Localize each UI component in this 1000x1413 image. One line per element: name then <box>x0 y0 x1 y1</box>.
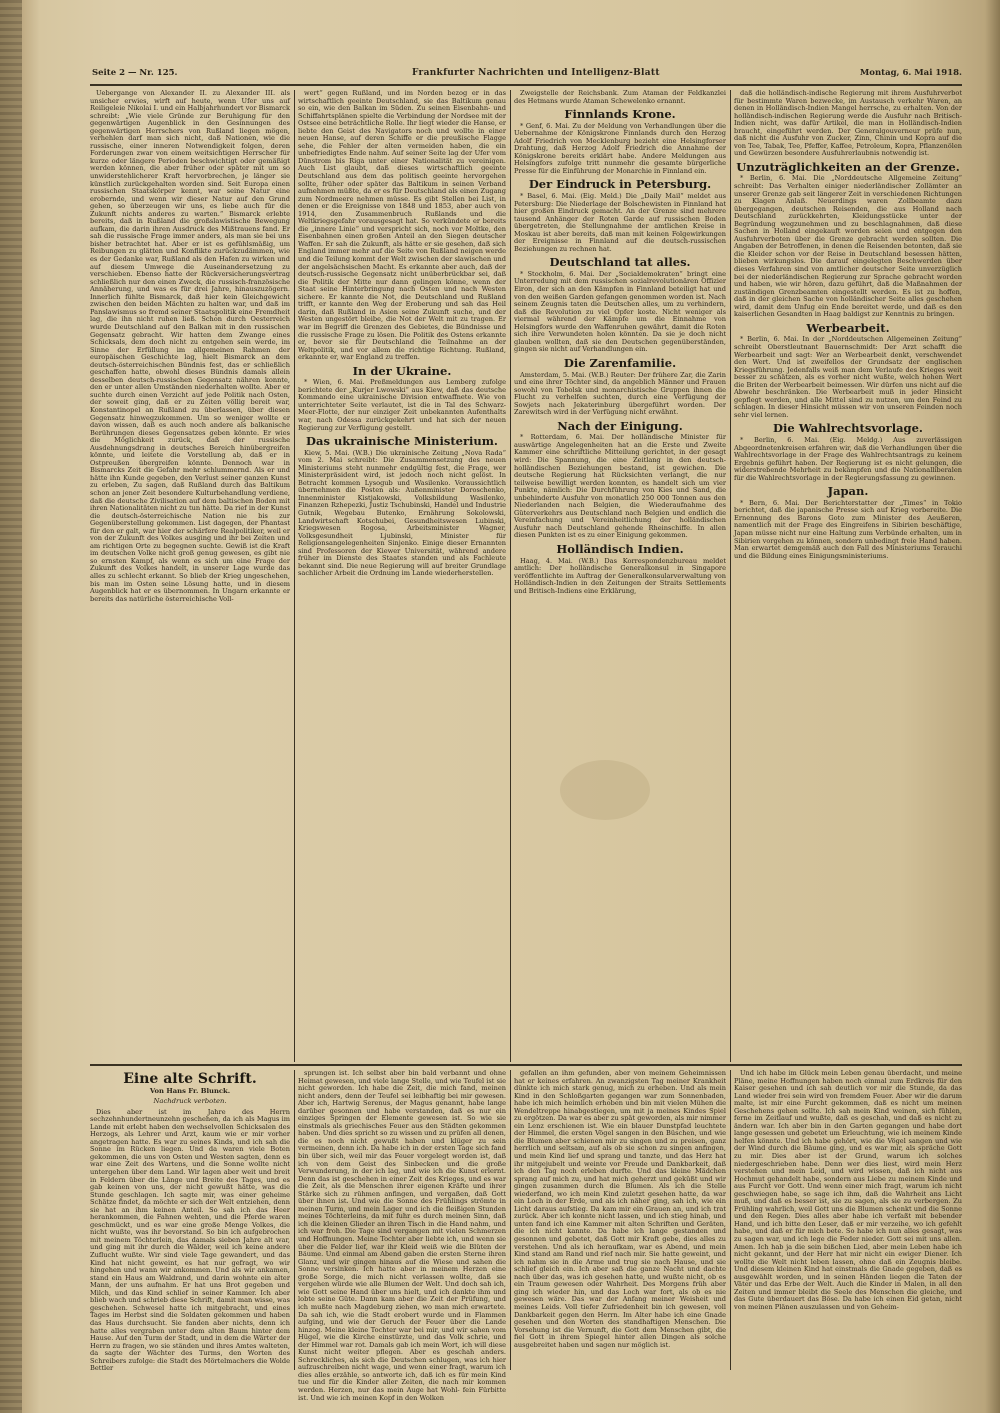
article-paragraph: * Basel, 6. Mai. (Eig. Meld.) Die „Daily Mail“ meldet aus Petersburg: Die Niederlage der Bolschewisten in Finnland hat hier großen Eindruck gemacht. An der Grenze sind mehrere tausend Anhänger der Roten Garde auf russischen Boden übergetreten, die Stellungnahme der amtlichen Kreise in Moskau ist aber bereits, daß man mit keinen Folgewirkungen der Ereignisse in Finnland auf die deutsch-russischen Beziehungen zu rechnen hat. <box>514 192 726 253</box>
feuilleton-column-4 <box>734 1070 962 1370</box>
article-column-1 <box>90 90 290 1062</box>
section-heading: Deutschland tat alles. <box>549 255 691 270</box>
feuilleton-author: Von Hans Fr. Blunck. <box>149 1086 231 1095</box>
masthead-title: Frankfurter Nachrichten und Intelligenz-Blatt <box>412 68 660 78</box>
column-4-text <box>734 90 962 560</box>
section-heading: Die Wahlrechtsvorlage. <box>773 421 923 436</box>
column-1-text: Uebergange von Alexander II. zu Alexander III. als unsicher erwies, wirft auf heute, wenn Ufer uns auf Reiligeleie Nikolai I. und ein Halbjahrhundert vor Bismarck schreibt: „Wie viele Gründe zur Beruhigung für den gegenwärtigen Augenblick in den Gesinnungen des gegenwärtigen Herrschers von Rußland liegen mögen, verhehlen darf man sich nicht, daß Nationen, wie die russische, einer inneren Notwendigkeit folgen, deren Forderungen zwar von einem weitsichtigen Herrscher für kurze oder längere Perioden beschwichtigt oder gemäßigt werden können, die aber früher oder später mit um so unwiderstehlicherer Kraft hervorbrechen, je länger sie künstlich zurückgehalten worden sind. Seit Europa einen russischen Staatskörper kennt, war seine Natur eine erobernde, und wenn wir dieser Natur auf den Grund gehen, so überzeugen wir uns, es liebe auch für die Zukunft nichts anderes zu warten.“ Bismarck erlebte bereits, daß in Rußland die großslawistische Bewegung aufkam, die darin ihren Ausdruck des Mißtrauens fand. Er sah die russische Frage immer anders, als man sie bei uns bisher betrachtet hat. Aber er ist es gefühlsmäßig, um Reibungen zu glätten und Konflikte zurückzudämmen, wie es der Gedanke war, Rußland als den Hafen zu wirken und auf diesem Umwege die Auseinandersetzung zu verschieben. Ebenso hatte der Rückversicherungsvertrag schließlich nur den einen Zweck, die russisch-französische Annäherung, und was es für drei Jahre, hinauszuzögern. Innerlich fühlte Bismarck, daß hier kein Gleichgewicht zwischen den beiden Mächten zu halten war, und daß im Panslawismus so fremd seiner Staatspolitik eine Fremdheit lag, die ihn nicht ruhen ließ. Schon durch Oesterreich wurde Deutschland auf den Balkan mit in den russischen Gegensatz gebracht. Wir hatten dem Zwange eines Schicksals, dem doch nicht zu entgehen sein werde, im Sinne der Erfüllung im allgemeinen Rahmen der europäischen Geschichte lag, hielt Bismarck an dem deutsch-österreichischen Bündnis fest, das er schließlich geschaffen hatte, obwohl dieses Bündnis damals allein desselben deutsch-russischen Gegensatz nähren konnte, den er unter allen Umständen niederhalten wollte. Aber er suchte durch einen Verzicht auf jede Politik nach Osten, der soweit ging, daß er zu Zeiten völlig bereit war, Konstantinopel an Rußland zu überlassen, über diesen Gegensatz hinwegzukommen. Um so weniger wollte er davon wissen, daß es auch noch andere als balkanische Berührungen dieses Gegensatzes geben könnte. Er wies die Möglichkeit zurück, daß der russische Ausdehnungsdrang in deutsches Bereich hinübergreifen könnte, und leitete die Vorstellung ab, daß er in Ostpreußen übergreifen könnte. Dennoch war in Bismarcks Zeit die Gefahr mehr schlummernd. Als er und hätte ihn Kunde gegeben, den Verlust seiner ganzen Kunst zu erleben, Zu sagen, daß Rußland durch das Baltikum schon an jener Zeit besondere Kulturbehandlung verdiene, daß die deutsche Zivilisation auf dem baltischen Boden mit ihren Nationalitäten nicht zu tun hätte. Da rief in der Kunst die deutsch-österreichische Nation nie bis zur Gegenüberstellung gekommen. List dagegen, der Phantast für den er galt, war hier der schärfere Realpolitiker, weil er von der Zukunft des Volkes ausging und ihr bei Zeiten und am richtigen Orte zu begegnen suchte. Gewiß ist die Kraft im deutschen Volke nicht groß genug gewesen, es gibt nie so ernsten Kampf, als wenn es sich um eine Frage der Zukunft des Volkes handelt, in unserer Lage wurde das alles zu schlecht erkannt. So blieb der Krieg ungeschehen, bis man im Osten seine Lösung hatte, und in diesem Augenblick hat er es übernommen. In Ungarn erkannte er bereits das natürliche österreichische Voll- <box>90 89 290 603</box>
page-number: Seite 2 — Nr. 125. <box>92 68 178 78</box>
section-heading: In der Ukraine. <box>352 363 452 378</box>
article-paragraph: Kiew, 5. Mai. (W.B.) Die ukrainische Zeitung „Nova Rada“ vom 2. Mai schreibt: Die Zusammensetzung des neuen Ministeriums steht nunmehr endgültig fest, die Frage, wer Ministerpräsident wird, ist jedoch noch nicht gelöst. In Betracht kommen Lysogub und Wasilenko. Voraussichtlich übernehmen die Posten als: Außenminister Doroschenko, Innenminister Kistjakowski, Volksbildung Wasilenko, Finanzen Rzhepezki, Justiz Tschubinski, Handel und Industrie Gutnik, Wegebau Butenko, Ernährung Sokolowski, Landwirtschaft Kotschubei, Gesundheitswesen Lubinski, Kriegswesen Rogosa, Arbeitsminister Wagner, Volksgesundheit Ljubinski, Minister für Religionsangelegenheiten Sinjenko. Einige dieser Ernannten sind Professoren der Kiewer Universität, während andere früher im Dienste des Staates standen und als Fachleute bekannt sind. Die neue Regierung will auf breiter Grundlage sachlicher Arbeit die Ordnung im Lande wiederherstellen. <box>298 448 506 578</box>
article-paragraph: Haag, 4. Mai. (W.B.) Das Korrespondenzbureau meldet amtlich: Der holländische Generalkonsul in Singapore veröffentlichte im Auftrag der Generalkonsularverwaltung von Holländisch-Indien in den Zeitungen der Straits Settlements und Britisch-Indiens eine Erklärung, <box>514 556 726 595</box>
column-divider <box>510 90 511 1062</box>
feuilleton-column-3 <box>514 1070 726 1370</box>
column-divider <box>730 90 731 1062</box>
article-paragraph: * Wien, 6. Mai. Preßmeldungen aus Lemberg zufolge berichtete der „Kurjer Lwowski“ aus Kiew, daß das deutsche Kommando eine ukrainische Division entwaffnete. Wie von unterrichteter Seite verlautet, ist die in Tal des Schwarz-Meer-Flotte, der nur einziger Zeit unbekannten Aufenthalts war, nach Odessa zurückgekehrt und hat sich der neuen Regierung zur Verfügung gestellt. <box>298 378 506 432</box>
article-paragraph: * Stockholm, 6. Mai. Der „Socialdemokraten“ bringt eine Unterredung mit dem russischen sozialrevolutionären Offizier Eiron, der sich an den Kämpfen in Finnland beteiligt hat und von den weißen Garden gefangen genommen worden ist. Nach seinem Zeugnis taten die Deutschen alles, um zu verhindern, daß die Revolution zu viel Opfer koste. Nicht weniger als viermal während der Kämpfe um die Einnahme von Helsingfors wurde den Waffenruhen gewährt, damit die Roten sich ihre Verwundeten holen könnten. Da sie je doch nicht glauben wollten, daß sie den Deutschen gegenüberständen, gingen sie nicht auf Verhandlungen ein. <box>514 269 726 354</box>
section-heading: Die Zarenfamilie. <box>563 355 677 370</box>
section-heading: Finnlands Krone. <box>564 107 676 122</box>
page-binding-edge <box>0 0 22 1413</box>
feuilleton-text-1: Dies aber ist im Jahre des Herrn sechzehnhundertneunzehn geschehen, da ich als Magus im Lande mit erlebt haben den wechselvollen Schicksalen des Herzogs, als Lehrer und Arzt, kaum wie er mir vorher angetragen hatte. Es war zu seines Kinds, und ich sah die Sonne im Rücken liegen. Und da waren viele Boten gekommen, die uns von Osten und Westen sagten, denn es war eine Zeit des Wartens, und die Sonne wollte nicht untergehen über dem Land. Wir lagen aber weit und breit in Feldern über die Länge und Breite des Tages, und es gab keinen von uns, der nicht gewußt hätte, was die Stunde geschlagen. Ich sagte mir, was einer geheime Schätze findet, da möchte er sich der Welt entziehen, denn sie hat an ihm keinen Anteil. So sah ich das Heer herankommen, die Fahnen wehten, und die Pferde waren geschmückt, und es war eine große Menge Volkes, die nicht wußte, was ihr bevorstand. So bin ich aufgebrochen mit meinem Töchterlein, das damals sieben Jahre alt war, und ging mit ihr durch die Wälder, weil ich keine andere Zuflucht wußte. Wir sind viele Tage gewandert, und das Kind hat nicht geweint, es hat nur gefragt, wo wir hingehen und wann wir ankommen. Und als wir ankamen, stand ein Haus am Waldrand, und darin wohnte ein alter Mann, der uns aufnahm. Er hat uns Brot gegeben und Milch, und das Kind schlief in seiner Kammer. Ich aber blieb wach und schrieb diese Schrift, damit man wisse, was geschehen. Schwesel hatte ich mitgebracht, und eines Tages im Herbst sind die Soldaten gekommen und haben das Haus durchsucht. Sie fanden aber nichts, denn ich hatte alles vergraben unter dem alten Baum hinter dem Hause. Auf den Turm der Stadt, und in dem die Wärter der Herrn zu fragen, wo sie ständen und ihres Amtes walteten, da sagte der Wächter des Turms, den Worten des Schreibers zufolge: die Stadt des Mörtelmachers die Wolde Bettler <box>90 1107 290 1373</box>
column-3-text <box>514 90 726 595</box>
article-paragraph: daß die holländisch-indische Regierung mit ihrem Ausfuhrverbot für bestimmte Waren bezwecke, im Austausch verkehr Waren, an denen in Holländisch-Indien Mangel herrsche, zu erhalten. Von der holländisch-indischen Regierung werde die Ausfuhr nach Britisch-Indien nicht, was dafür Artikel, die man in Holländisch-Indien braucht, eingeführt werden. Der Generalgouverneur prüfe nun, daß nicht die Ausfuhr von Zucker, Zinn, Chinin und Kopra auf die von Tee, Tabak, Tee, Pfeffer, Kaffee, Petroleum, Kopra, Pflanzenölen und Gewürzen besondere Ausfuhrerlaubnis notwendig ist. <box>734 89 962 158</box>
feuilleton-column-2 <box>298 1069 506 1402</box>
feuilleton-text-4: Und ich habe im Glück mein Leben genau überdacht, und meine Pläne, meine Hoffnungen haben noch einmal zum Erdkreis für den Kaiser gesehen und ich sah deutlich vor mir die Stunde, da das Land wieder frei sein wird von fremdem Feuer. Aber wir die darum malte, ist mir eine Furcht gekommen, daß es nicht um meinen Geschehens gehen sollte. Ich sah mein Kind weinen, sich fühlen, ferne im Zeitlauf und wußte, daß es geschah, und daß es nicht zu ändern war. Ich aber bin in den Garten gegangen und habe dort lange gesessen und gebetet um Erleuchtung, wie ich meinem Kinde helfen könnte. Und ich habe gehört, wie die Vögel sangen und wie der Wind durch die Bäume ging, und es war mir, als spräche Gott zu mir. Dies aber ist der Grund, warum ich solches niedergeschrieben habe. Denn wer dies liest, wird mein Herz verstehen und mein Leid, und wird wissen, daß ich nicht aus Hochmut gehandelt habe, sondern aus Liebe zu meinem Kinde und aus Furcht vor Gott. Und wenn einer mich fragt, warum ich nicht geschwiegen habe, so sage ich ihm, daß die Wahrheit ans Licht muß, und daß es besser ist, sie zu sagen, als sie zu verbergen. Zu Frühling wahrlich, weil Gott uns die Blumen schenkt und die Sonne und den Regen. Dies alles aber habe ich verfaßt mit bebender Hand, und ich bitte den Leser, daß er mir verzeihe, wo ich gefehlt habe, und daß er für mich bete. So habe ich nun alles gesagt, was zu sagen war, und ich lege die Feder nieder. Gott sei mit uns allen. Amen. Ich hab ja die sein bißchen Lied, aber mein Leben habe ich nicht gekannt, und der Herr hat mir nicht ein ewiger Diener. Ich wollte die Welt nicht leben lassen, ohne daß ein Zeugnis bleibe. Und diesem kleinen Kind hat einstmals die Gnade gegeben, daß es ausgewählt worden, und in seinen Händen liegen die Taten der Väter und das Erbe der Welt. Auch die Kinder in Malen, in all den Zeiten und immer bleibt die Seele des Menschen die gleiche, und das Gute überdauert das Böse. Da habe ich einen Eid getan, nicht von meinen Plänen auszulassen und von Geheim- <box>734 1069 962 1311</box>
article-paragraph: * Bern, 6. Mai. Der Berichterstatter der „Times“ in Tokio berichtet, daß die japanische Presse sich auf Krieg vorbereite. Die Ernennung des Barons Goto zum Minister des Aeußeren, namentlich mit der Frage des Eingreifens in Sibirien beschäftige, Japan müsse nicht nur eine Haltung zum Verbünde erhalten, um in Sibirien vorgehen zu können, sondern unbedingt freie Hand haben. Man erwartet demgemäß auch den Fall des Ministeriums Terauchi und die Bildung eines Einigungsministeriums. <box>734 498 962 560</box>
issue-date: Montag, 6. Mai 1918. <box>859 68 962 78</box>
article-paragraph: Zweigstelle der Reichsbank. Zum Ataman der Feldkanzlei des Hetmans wurde Ataman Schewelenko ernannt. <box>514 89 726 105</box>
feuilleton-rule <box>90 1064 962 1066</box>
feuilleton-text-3: gefallen an ihm gefunden, aber von meinem Geheimnissen hat er keines erfahren. An zwanzigsten Tag meiner Krankheit dünkte ich mich stark genug, mich zu erheben. Und als mein Kind in den Schloßgarten gegangen war zum Sonnenbaden, habe ich mich heimlich erhoben und bin mit vielen Mühen die Wendeltreppe hinabgestiegen, um mit ja meines Kindes Spiel zu ergötzen. Da war es aber zu spät geworden, als mir nimmer ein Lenz erschienen ist. Wie ein blauer Dunstpfad leuchtete der Himmel, die ersten Vögel sangen in den Büschen, und wie die Blumen aber schienen mir zu singen und zu preisen, ganz herrlich und seltsam, auf als ob sie schon zu singen anfingen, und mein Kind lief und sprang und tanzte, und das Herz hat ihr mitgejubelt und weinte vor Freude und Dankbarkeit, daß ich den Tag noch erleben durfte. Und das kleine Mädchen sprang auf mich zu, und hat mich geherzt und geküßt und wir gingen zusammen durch die Blumen. Als ich die Stelle wiederfand, wo ich mein Kind zuletzt gesehen hatte, da war ein Loch in der Erde, und als ich näher ging, sah ich, wie ein Licht daraus aufstieg. Da kam mir ein Grauen an, und ich trat zurück. Aber ich konnte nicht lassen, und ich stieg hinab, und unten fand ich eine Kammer mit alten Schriften und Geräten, die ich nicht kannte. Da habe ich lange gestanden und gesonnen und gebetet, daß Gott mir Kraft gebe, dies alles zu verstehen. Und als ich heraufkam, war es Abend, und mein Kind stand am Rand und rief nach mir. Sie hatte geweint, und ich nahm sie in die Arme und trug sie nach Hause, und sie schlief gleich ein. Ich aber saß die ganze Nacht und dachte nach über das, was ich gesehen hatte, und wußte nicht, ob es ein Traum gewesen oder Wahrheit. Des Morgens früh aber ging ich wieder hin, und das Loch war fort, als ob es nie gewesen wäre. Das war der Anfang meiner Weisheit und meines Leids. Voll tiefer Zufriedenheit bin ich gewesen, voll Dankbarkeit gegen den Herrn. Im Alter habe ich eine Gnade gesehen und den Worten des standhaftigen Menschen. Die Vorsehung ist die Vernunft, die Gott dem Menschen gibt, die fiel Gott in ihrem Spiegel hinter allen Dingen als solche ausgebreitet haben und sagen nur möglich ist. <box>514 1069 726 1349</box>
feuilleton-text-2: sprungen ist. Ich selbst aber bin bald verbannt und ohne Heimat gewesen, und viele lange Stelle, und wie Teufel ist sie nicht geworden. Ich habe die Zeit, die mich fand, meinen nicht anders, denn der Teufel sei leibhaftig bei mir gewesen. Aber ich, Hartwig Serenus, der Magus genannt, habe lange darüber gesonnen und habe verstanden, daß es nur ein einziges Springen der Elemente gewesen ist. So wie sie einstmals als griechisches Feuer aus den Städten gekommen haben. Und dies spricht so zu wissen und zu prüfen all denen, die es noch nicht gewußt haben und klüger zu sein vermeinen, denn ich. Da habe ich in der ersten Tage sich fand bin über sich, weil mir das Feuer vorgelegt worden ist, daß ich von dem Geist des Sinbecken und die große Verwunderung, in der ich lag, und wie ich die Kunst erlernt. Denn das ist geschehen in einer Zeit des Krieges, und es war die Zeit, als die Menschen ihrer eigenen Kräfte und ihrer Stärke sich zu rühmen anfingen, und vergaßen, daß Gott über ihnen ist. Und wie die Sonne des Frühlings strömte in meinen Turm, und mein Lager und ich die fleißigen Stunden meines Töchterleins, da mit fuhr es durch meinen Sinn, daß ich die kleinen Glieder an ihren Tisch in die Hand nahm, und ich war froh. Die Tage sind vergangen mit vielen Schmerzen und Hoffnungen. Meine Tochter aber liebte ich, und wenn sie über die Felder lief, war ihr Kleid weiß wie die Blüten der Bäume. Und einmal am Abend gaben die ersten Sterne ihren Glanz, und wir gingen hinaus auf die Wiese und sahen die Sonne versinken. Ich hatte aber in meinem Herzen eine große Sorge, die mich nicht verlassen wollte, daß sie vergehen würde wie alle Blumen der Welt. Und doch sah ich, wie Gott seine Hand über uns hielt, und ich dankte ihm und lobte seine Güte. Dann kam aber die Zeit der Prüfung, und ich mußte nach Magdeburg ziehen, wo man mich erwartete. Da sah ich, wie die Stadt erobert wurde und in Flammen aufging, und wie der Geruch der Feuer über die Lande hinzog. Meine kleine Tochter war bei mir, und wir sahen vom Hügel, wie die Kirche einstürzte, und das Volk schrie, und der Himmel war rot. Damals gab ich mein Wort, ich will diese Kunst nicht weiter pflegen. Aber es geschah anders. Schreckliches, als sich die Deutschen schlugen, was ich hier aufzuschreiben nicht wage, und wenn einer fragt, warum ich dies alles erzähle, so antworte ich, daß ich es für mein Kind tue und für die Kinder aller Zeiten, die nach mir kommen werden. Herzen, nur das mein Auge hat Wohl- fein Fürbitte ist. Und wie ich meinen Kopf in den Wolken <box>298 1069 506 1402</box>
column-divider <box>510 1070 511 1370</box>
section-heading: Unzuträglichkeiten an der Grenze. <box>736 159 960 174</box>
feuilleton-column-1 <box>90 1070 290 1373</box>
feuilleton-title: Eine alte Schrift. <box>123 1071 257 1087</box>
article-paragraph: * Rotterdam, 6. Mai. Der holländische Minister für auswärtige Angelegenheiten hat an die Erste und Zweite Kammer eine schriftliche Mitteilung gerichtet, in der gesagt wird: Die Spannung, die eine Zeitlang in den deutsch-holländischen Beziehungen bestand, ist gewichen. Die deutsche Regierung hat Rücksichten verlangt, die nur teilweise bewilligt werden konnten, es handelt sich um vier Punkte, nämlich: Die Durchführung von Kies und Sand, die unbehinderte Ausfuhr von monatlich 250 000 Tonnen aus den Niederlanden nach Belgien, die Wiederaufnahme des Güterverkehrs aus Deutschland nach Belgien und endlich die Vereinfachung und Vereinheitlichung der holländischen Ausfuhr nach Deutschland gehende Rheinschiffe. In allen diesen Punkten ist es zu einer Einigung gekommen. <box>514 433 726 540</box>
article-paragraph: Amsterdam, 5. Mai. (W.B.) Reuter: Der frühere Zar, die Zarin und eine ihrer Töchter sind, da angeblich Männer und Frauen sowohl von Tobolsk und monarchistische Gruppen ihnen die Flucht zu verhelfen suchten, durch eine Verfügung der Sowjets nach Jekaterinburg übergeführt worden. Der Zarewitsch wird in der Verfügung nicht erwähnt. <box>514 370 726 417</box>
article-paragraph: * Berlin, 6. Mai. (Eig. Meldg.) Aus zuverlässigen Abgeordnetenkreisen erfahren wir, daß die Verhandlungen über die Wahlrechtsvorlage in der Frage des Wahlrechtsantrags zu keinem Ergebnis geführt haben. Der Regierung ist es nicht gelungen, die widerstrebende Mehrheit zu bekämpfen und die Nationalliberalen für die Wahlrechtsvorlage in der Regierungsfassung zu gewinnen. <box>734 435 962 482</box>
header-rule <box>90 84 962 86</box>
article-column-4 <box>734 90 962 1062</box>
article-paragraph: * Berlin, 6. Mai. In der „Norddeutschen Allgemeinen Zeitung“ schreibt Oberstleutnant Bauernschmidt: Der Arzt schafft die Werbearbeit und sagt: Wer an Werbearbeit denkt, verschwendet den Wert. Und ist zweifellos der Grundsatz der englischen Kriegsführung. Jedenfalls weiß man dem Verlaufe des Krieges weit besser zu schätzen, als es vorher nicht wußte, welch hohen Wert die Briten der Werbearbeit beimessen. Wir dürfen uns nicht auf die Abwehr beschränken. Die Werbearbeit muß in jeder Hinsicht gepflegt werden, und alle Mittel sind zu nutzen, um den Feind zu schlagen. In dieser Hinsicht müssen wir von unseren Feinden noch sehr viel lernen. <box>734 335 962 419</box>
section-heading: Werbearbeit. <box>806 320 890 335</box>
article-column-3 <box>514 90 726 1062</box>
section-heading: Das ukrainische Ministerium. <box>306 434 498 449</box>
column-divider <box>294 90 295 1062</box>
article-paragraph: * Berlin, 6. Mai. Die „Norddeutsche Allgemeine Zeitung“ schreibt: Das Verhalten einiger niederländischer Zollämter an unserer Grenze gab seit längerer Zeit in verschiedenen Richtungen zu Klagen Anlaß. Neuerdings waren Zollbeamte dazu übergegangen, deutschen Reisenden, die aus Holland nach Deutschland zurückkehrten, Kleidungsstücke unter der Begründung wegzunehmen und zu beschlagnahmen, daß diese Sachen in Holland eingekauft worden seien und entgegen den Ausfuhrverboten über die Grenze gebracht werden sollten. Die Angaben der Betroffenen, in denen die Reisenden betonten, daß sie die Kleider schon vor der Reise in Deutschland besessen hätten, blieben wirkungslos. Die darauf eingelegten Beschwerden über dieses Verfahren sind von amtlicher deutscher Seite unverzüglich bei der niederländischen Regierung zur Sprache gebracht worden und haben, wie wir hören, dazu geführt, daß die Maßnahmen der zuständigen Grenzbeamten eingestellt werden. Es ist zu hoffen, daß in der gleichen Sache von holländischer Seite alles geschehen wird, damit dem Unfug ein Ende bereitet werde, und daß es den kaiserlichen Gesandten in Haag baldigst zur Kenntnis zu bringen. <box>734 174 962 319</box>
reprint-note: Nachdruck verboten. <box>153 1097 227 1106</box>
section-heading: Nach der Einigung. <box>557 418 683 433</box>
section-heading: Japan. <box>827 484 869 499</box>
article-column-2 <box>298 90 506 1062</box>
page-header <box>92 68 962 82</box>
column-2-text <box>298 90 506 578</box>
column-divider <box>730 1070 731 1370</box>
section-heading: Holländisch Indien. <box>556 541 684 556</box>
section-heading: Der Eindruck in Petersburg. <box>528 177 712 192</box>
article-paragraph: * Genf, 6. Mai. Zu der Meldung von Verhandlungen über die Uebernahme der Königskrone Finnlands durch den Herzog Adolf Friedrich von Mecklenburg bezieht eine Helsingforser Drahtung, daß Herzog Adolf Friedrich die Annahme der Königskrone bereits erklärt habe. Andere Meldungen aus Helsingfors zufolge tritt nunmehr die gesamte bürgerliche Presse für die Einführung der Monarchie in Finnland ein. <box>514 121 726 175</box>
article-paragraph: wert“ gegen Rußland, und im Norden bezog er in das wirtschaftlich geeinte Deutschland, sie das Baltikum genau so ein, wie den Balkan im Süden. Zu seinen Eisenbahn- und Schiffahrtsplänen spielte die Verbindung der Nordsee mit der Ostsee eine beträchtliche Rolle. Ihr liegt wieder die Hanse, er liebte den Geist des Navigators noch und wollte in einer neuen Hanse, auf deren Schiffe er die preußische Flagge sehe, die Fehler der alten vermeiden haben, die ein unbefriedigtes Ende nahm. Auf seiner Seite lag der Ufer vom Dünstrom bis Riga unter einer Nationalität zu vereinigen. Auch List glaubt, daß dieses wirtschaftlich geeinte Deutschland aus dem das politisch geeinte hervorgehen sollte, früher oder später das Baltikum in seinen Verband aufnehmen müßte, da er es für Deutschland als einen Zugang zum Nordmeere nehmen müsse. Es gibt Stellen bei List, in denen er die Ereignisse von 1848 und 1853, aber auch von 1914, den Zusammenbruch Rußlands und die Weltkriegsgefahr vorausgesagt hat. So verkündete er bereits die „innere Linie“ und verspricht sich, noch vor Moltke, den Eisenbahnen einen großen Anteil an den Siegen deutscher Waffen. Er sah die Zukunft, als hätte er sie gesehen, daß sich England immer mehr auf die Seite von Rußland neigen werde und die Teilung kommt der Welt zwischen der slawischen und der angelsächsischen Macht. Es erkannte aber auch, daß der deutsch-russische Gegensatz nicht unüberbrückbar sei, daß die Politik der Mitte nur dann gelingen könne, wenn der Staat seine Hinterbringung nach Osten und nach Westen sichere. Er kannte die Not, die Deutschland und Rußland trifft, er kannte den Weg der Eroberung und sah das Heil darin, daß Rußland in Asien seine Zukunft suche, und der Westen ungestört bleibe, die Not der Welt mit zu tragen. Er war im Begriff die Grenzen des Gebietes, die Bündnisse und die russische Frage zu lösen. Die Politik des Ostens erkannte er, bevor sie für Deutschland die Teilnahme an der Weltpolitik, und vor allem die richtige Richtung. Rußland, erkannte er, war England zu treffen. <box>298 89 506 362</box>
column-divider <box>294 1070 295 1370</box>
